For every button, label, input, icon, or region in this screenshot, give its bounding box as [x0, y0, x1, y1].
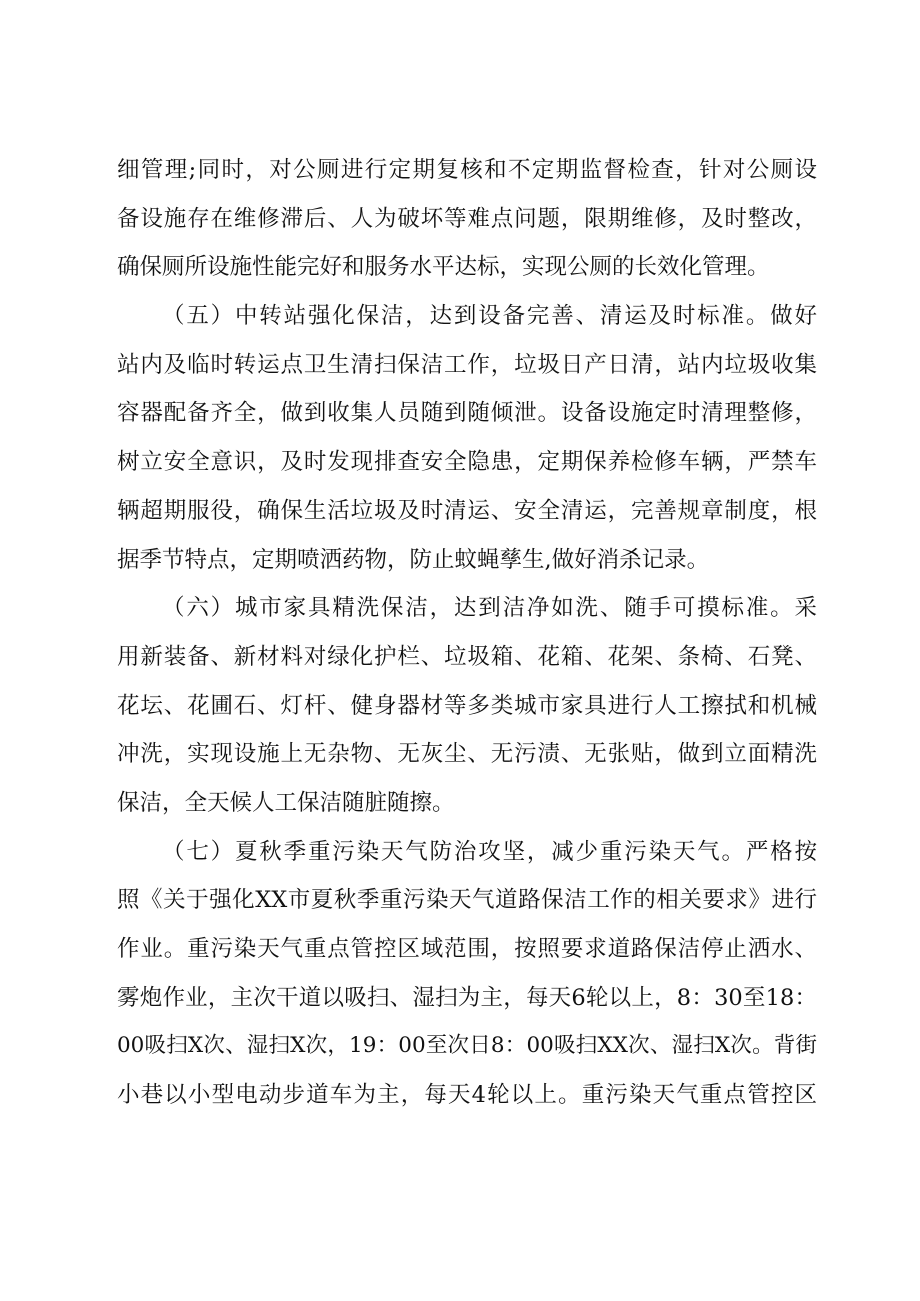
text-line: 照《关于强化XX市夏秋季重污染天气道路保洁工作的相关要求》进行	[117, 887, 817, 914]
text-line: （五）中转站强化保洁，达到设备完善、清运及时标准。做好	[162, 303, 817, 330]
document-body	[117, 146, 817, 1120]
text-line: 备设施存在维修滞后、人为破坏等难点问题，限期维修，及时整改，	[117, 205, 817, 232]
text-line: 据季节特点，定期喷洒药物，防止蚊蝇孳生,做好消杀记录。	[117, 546, 710, 573]
paragraph-5	[117, 292, 817, 584]
text-line: 冲洗，实现设施上无杂物、无灰尘、无污渍、无张贴，做到立面精洗	[117, 741, 817, 768]
text-line: 容器配备齐全，做到收集人员随到随倾泄。设备设施定时清理整修，	[117, 400, 817, 427]
text-line: （七）夏秋季重污染天气防治攻坚，减少重污染天气。严格按	[162, 838, 817, 865]
paragraph-7	[117, 828, 817, 1120]
text-line: 树立安全意识，及时发现排查安全隐患，定期保养检修车辆，严禁车	[117, 449, 817, 476]
text-line: 雾炮作业，主次干道以吸扫、湿扫为主，每天6轮以上，8：30至18：	[117, 984, 817, 1011]
text-line: 花坛、花圃石、灯杆、健身器材等多类城市家具进行人工擦拭和机械	[117, 692, 817, 719]
text-line: 作业。重污染天气重点管控区域范围，按照要求道路保洁停止洒水、	[117, 936, 817, 962]
text-line: （六）城市家具精洗保洁，达到洁净如洗、随手可摸标准。采	[162, 595, 817, 622]
text-line: 辆超期服役，确保生活垃圾及时清运、安全清运，完善规章制度，根	[117, 497, 817, 524]
text-line: 用新装备、新材料对绿化护栏、垃圾箱、花箱、花架、条椅、石凳、	[117, 643, 817, 670]
paragraph-continued	[117, 146, 817, 292]
text-line: 站内及临时转运点卫生清扫保洁工作，垃圾日产日清，站内垃圾收集	[117, 351, 817, 378]
paragraph-6	[117, 584, 817, 827]
text-line: 确保厕所设施性能完好和服务水平达标，实现公厕的长效化管理。	[117, 254, 770, 281]
text-line: 保洁，全天候人工保洁随脏随擦。	[117, 789, 455, 816]
text-line: 00吸扫X次、湿扫X次，19：00至次日8：00吸扫XX次、湿扫X次。背街	[117, 1033, 817, 1059]
text-line: 细管理;同时，对公厕进行定期复核和不定期监督检查，针对公厕设	[117, 157, 817, 183]
text-line: 小巷以小型电动步道车为主，每天4轮以上。重污染天气重点管控区	[117, 1082, 817, 1109]
